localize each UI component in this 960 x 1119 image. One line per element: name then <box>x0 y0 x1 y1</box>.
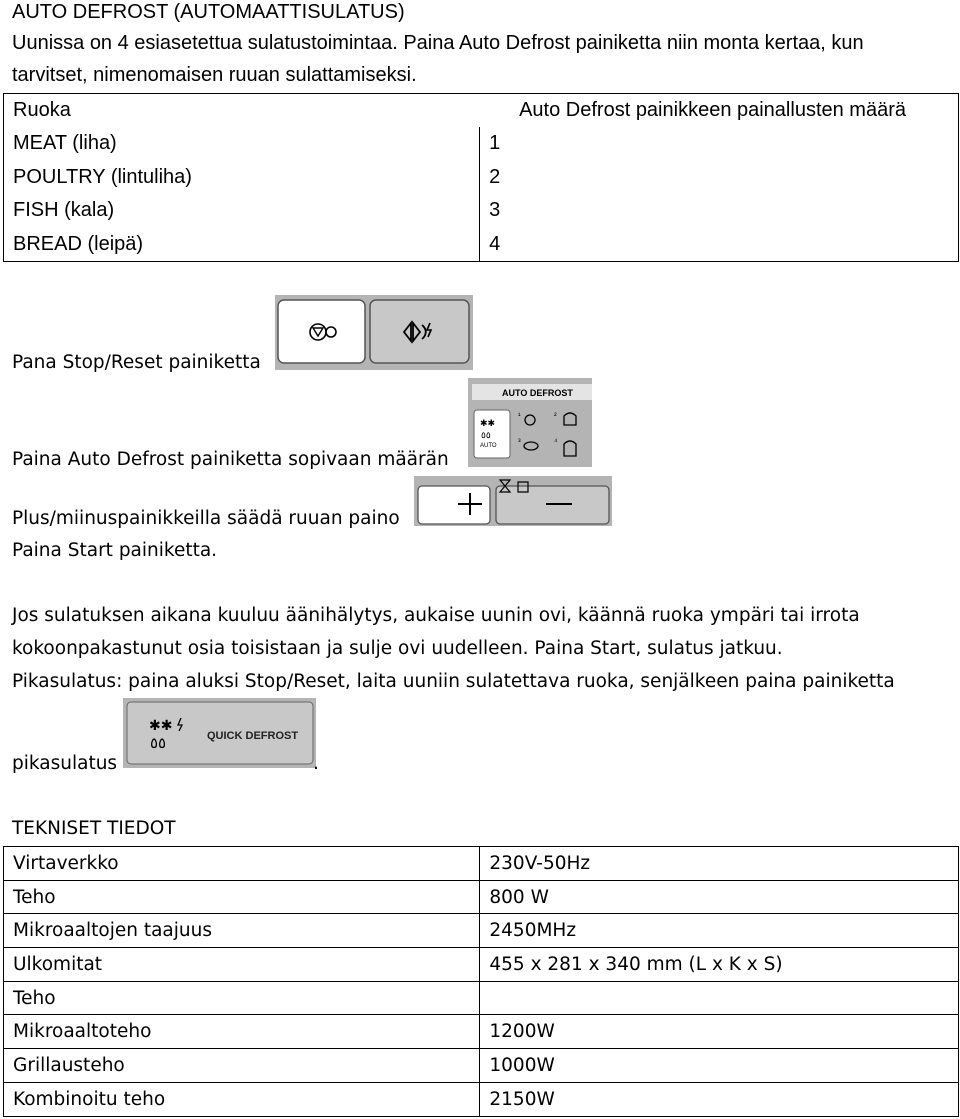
header-cell-food: Ruoka <box>4 94 480 128</box>
table-cell: Ulkomitat <box>4 948 480 982</box>
svg-text:¹: ¹ <box>518 411 521 420</box>
note-line-1: Jos sulatuksen aikana kuuluu äänihälytys, aukaise uunin ovi, käännä ruoka ympäri tai irrota <box>12 605 860 626</box>
auto-label: AUTO <box>480 443 497 449</box>
quick-defrost-period: . <box>313 753 319 774</box>
specs-heading: TEKNISET TIEDOT <box>12 818 176 839</box>
table-cell: Virtaverkko <box>4 847 480 881</box>
table-cell: Teho <box>4 981 480 1015</box>
table-cell: POULTRY (lintuliha) <box>4 161 480 195</box>
auto-defrost-panel <box>468 378 592 467</box>
table-row <box>4 981 959 1015</box>
table-cell: 2150W <box>480 1082 959 1116</box>
table-cell: Mikroaaltojen taajuus <box>4 914 480 948</box>
table-cell: 2450MHz <box>480 914 959 948</box>
quick-defrost-button-image <box>123 698 316 768</box>
table-header-row <box>4 94 959 128</box>
table-row <box>4 914 959 948</box>
defrost-table <box>3 93 959 262</box>
intro-line-2: tarvitset, nimenomaisen ruuan sulattamiseksi. <box>12 64 417 86</box>
table-cell: MEAT (liha) <box>4 127 480 161</box>
table-cell: FISH (kala) <box>4 194 480 228</box>
step-stop-reset: Pana Stop/Reset painiketta <box>12 352 261 373</box>
table-cell: BREAD (leipä) <box>4 228 480 262</box>
table-cell: 455 x 281 x 340 mm (L x K x S) <box>480 948 959 982</box>
table-row <box>4 1015 959 1049</box>
table-cell: 1 <box>480 127 959 161</box>
svg-text:٥٥: ٥٥ <box>150 735 167 752</box>
svg-text:✱✱: ✱✱ <box>480 418 496 428</box>
quick-defrost-text: QUICK DEFROST <box>207 730 299 742</box>
table-row <box>4 948 959 982</box>
stop-start-buttons-image <box>275 295 473 370</box>
svg-text:²: ² <box>554 411 557 420</box>
quick-defrost-label: pikasulatus <box>12 753 118 774</box>
table-row <box>4 228 959 262</box>
spec-table <box>3 846 959 1117</box>
auto-defrost-title: AUTO DEFROST <box>502 388 573 398</box>
note-line-3: Pikasulatus: paina aluksi Stop/Reset, laita uuniin sulatettava ruoka, senjälkeen paina painiketta <box>12 671 895 692</box>
table-row <box>4 161 959 195</box>
table-cell: Teho <box>4 880 480 914</box>
table-row <box>4 1049 959 1083</box>
svg-text:٥٥: ٥٥ <box>481 430 491 440</box>
plus-minus-panel <box>414 476 612 526</box>
table-cell: 1000W <box>480 1049 959 1083</box>
table-cell: 1200W <box>480 1015 959 1049</box>
table-row <box>4 847 959 881</box>
intro-line-1: Uunissa on 4 esiasetettua sulatustoimintaa. Paina Auto Defrost painiketta niin monta kertaa, kun <box>12 32 864 54</box>
step-plus-minus: Plus/miinuspainikkeilla säädä ruuan paino <box>12 508 400 529</box>
step-start: Paina Start painiketta. <box>12 540 218 561</box>
table-row <box>4 880 959 914</box>
table-cell: Kombinoitu teho <box>4 1082 480 1116</box>
section-heading: AUTO DEFROST (AUTOMAATTISULATUS) <box>12 1 405 23</box>
table-row <box>4 194 959 228</box>
svg-text:³: ³ <box>518 437 521 446</box>
table-cell: 230V-50Hz <box>480 847 959 881</box>
table-cell <box>480 981 959 1015</box>
svg-text:⁴: ⁴ <box>554 437 558 446</box>
table-cell: 4 <box>480 228 959 262</box>
table-cell: 3 <box>480 194 959 228</box>
note-line-2: kokoonpakastunut osia toisistaan ja sulje ovi uudelleen. Paina Start, sulatus jatkuu. <box>12 638 783 659</box>
table-cell: Grillausteho <box>4 1049 480 1083</box>
table-row <box>4 127 959 161</box>
table-row <box>4 1082 959 1116</box>
header-cell-presses: Auto Defrost painikkeen painallusten määrä <box>480 94 959 128</box>
table-cell: 800 W <box>480 880 959 914</box>
step-auto-defrost: Paina Auto Defrost painiketta sopivaan määrän <box>12 449 449 470</box>
table-cell: 2 <box>480 161 959 195</box>
table-cell: Mikroaaltoteho <box>4 1015 480 1049</box>
svg-text:✱✱: ✱✱ <box>149 717 173 733</box>
